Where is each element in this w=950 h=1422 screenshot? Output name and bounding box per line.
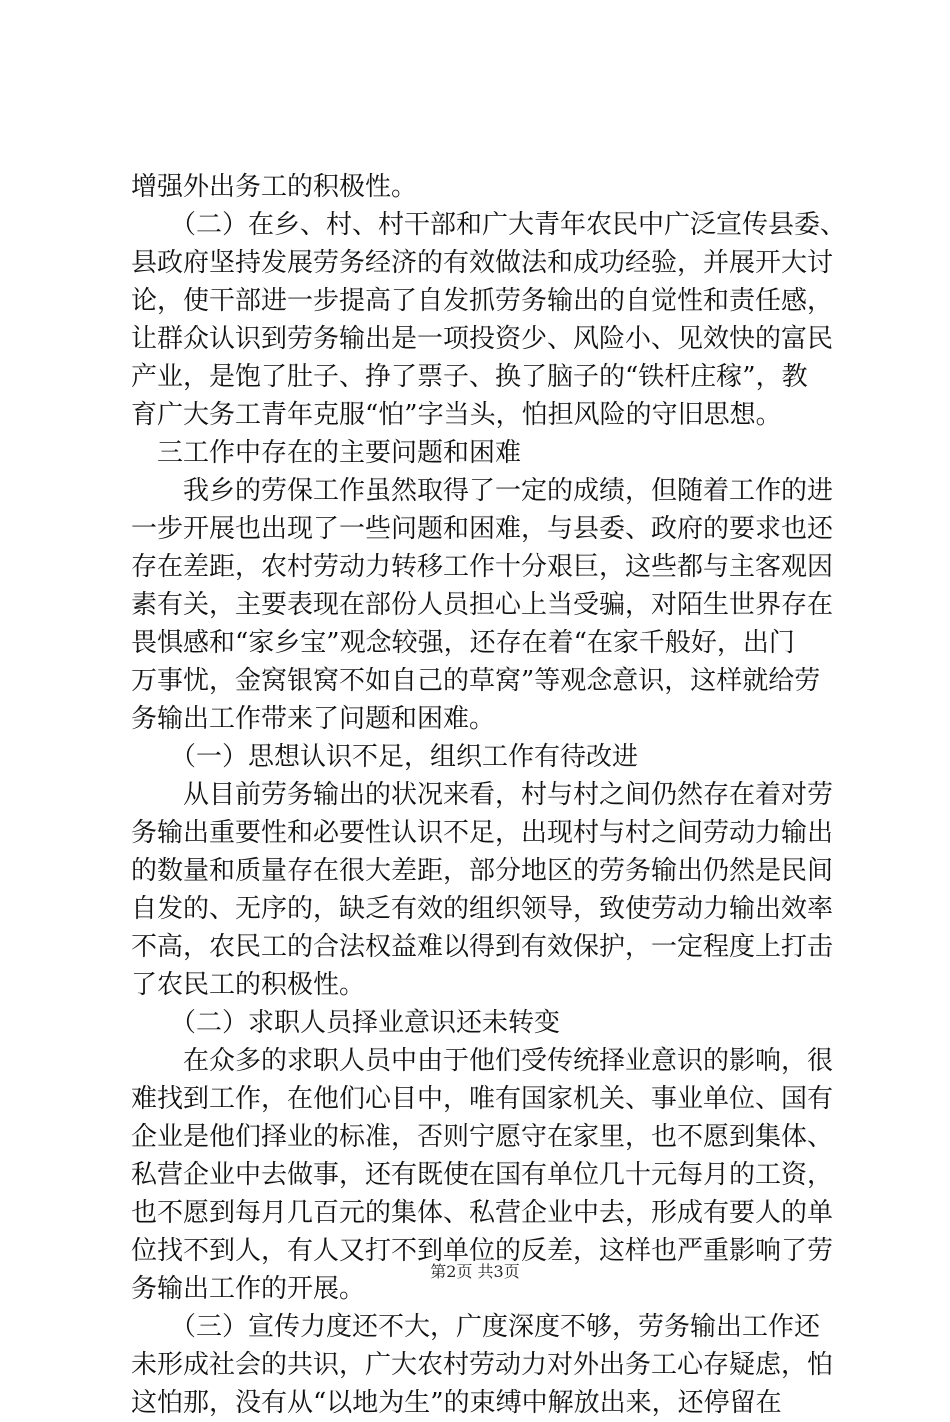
text-line: 一步开展也出现了一些问题和困难，与县委、政府的要求也还 [131, 514, 834, 544]
text-line: （三）宣传力度还不大，广度深度不够，劳务输出工作还 [131, 1312, 821, 1342]
text-line: 我乡的劳保工作虽然取得了一定的成绩，但随着工作的进 [131, 476, 834, 506]
text-line: 私营企业中去做事，还有既使在国有单位几十元每月的工资， [131, 1160, 834, 1190]
text-line: 让群众认识到劳务输出是一项投资少、风险小、见效快的富民 [131, 324, 834, 354]
text-line: 也不愿到每月几百元的集体、私营企业中去，形成有要人的单 [131, 1198, 834, 1228]
text-line: 不高，农民工的合法权益难以得到有效保护，一定程度上打击 [131, 932, 834, 962]
text-line: 素有关，主要表现在部份人员担心上当受骗，对陌生世界存在 [131, 590, 834, 620]
text-line: 难找到工作，在他们心目中，唯有国家机关、事业单位、国有 [131, 1084, 834, 1114]
text-line: 的数量和质量存在很大差距，部分地区的劳务输出仍然是民间 [131, 856, 834, 886]
text-line: 从目前劳务输出的状况来看，村与村之间仍然存在着对劳 [131, 780, 834, 810]
document-body [131, 168, 847, 1422]
text-line: 论，使干部进一步提高了自发抓劳务输出的自觉性和责任感， [131, 286, 834, 316]
text-line: 位找不到人，有人又打不到单位的反差，这样也严重影响了劳 [131, 1236, 834, 1266]
text-line: 县政府坚持发展劳务经济的有效做法和成功经验，并展开大讨 [131, 248, 834, 278]
subsection-heading: （二）求职人员择业意识还未转变 [131, 1008, 561, 1038]
text-line: 在众多的求职人员中由于他们受传统择业意识的影响，很 [131, 1046, 834, 1076]
text-line: 务输出工作的开展。 [131, 1274, 366, 1304]
text-line: 了农民工的积极性。 [131, 970, 366, 1000]
text-line: （二）在乡、村、村干部和广大青年农民中广泛宣传县委、 [131, 210, 847, 240]
text-line: 畏惧感和“家乡宝”观念较强，还存在着“在家千般好，出门 [131, 628, 795, 658]
text-line: 产业，是饱了肚子、挣了票子、换了脑子的“铁杆庄稼”，教 [131, 362, 808, 392]
page-number-footer: 第2页 共3页 [430, 1262, 520, 1281]
section-heading: 三工作中存在的主要问题和困难 [131, 438, 522, 468]
text-line: 企业是他们择业的标准，否则宁愿守在家里，也不愿到集体、 [131, 1122, 834, 1152]
text-line: 增强外出务工的积极性。 [131, 172, 418, 202]
text-line: 育广大务工青年克服“怕”字当头，怕担风险的守旧思想。 [131, 400, 782, 430]
text-line: 务输出重要性和必要性认识不足，出现村与村之间劳动力输出 [131, 818, 834, 848]
text-line: 这怕那，没有从“以地为生”的束缚中解放出来，还停留在 [131, 1388, 782, 1418]
text-line: 存在差距，农村劳动力转移工作十分艰巨，这些都与主客观因 [131, 552, 834, 582]
text-line: 万事忧，金窝银窝不如自己的草窝”等观念意识，这样就给劳 [131, 666, 821, 696]
subsection-heading: （一）思想认识不足，组织工作有待改进 [131, 742, 639, 772]
text-line: 未形成社会的共识，广大农村劳动力对外出务工心存疑虑，怕 [131, 1350, 834, 1380]
text-line: 自发的、无序的，缺乏有效的组织领导，致使劳动力输出效率 [131, 894, 834, 924]
text-line: 务输出工作带来了问题和困难。 [131, 704, 496, 734]
